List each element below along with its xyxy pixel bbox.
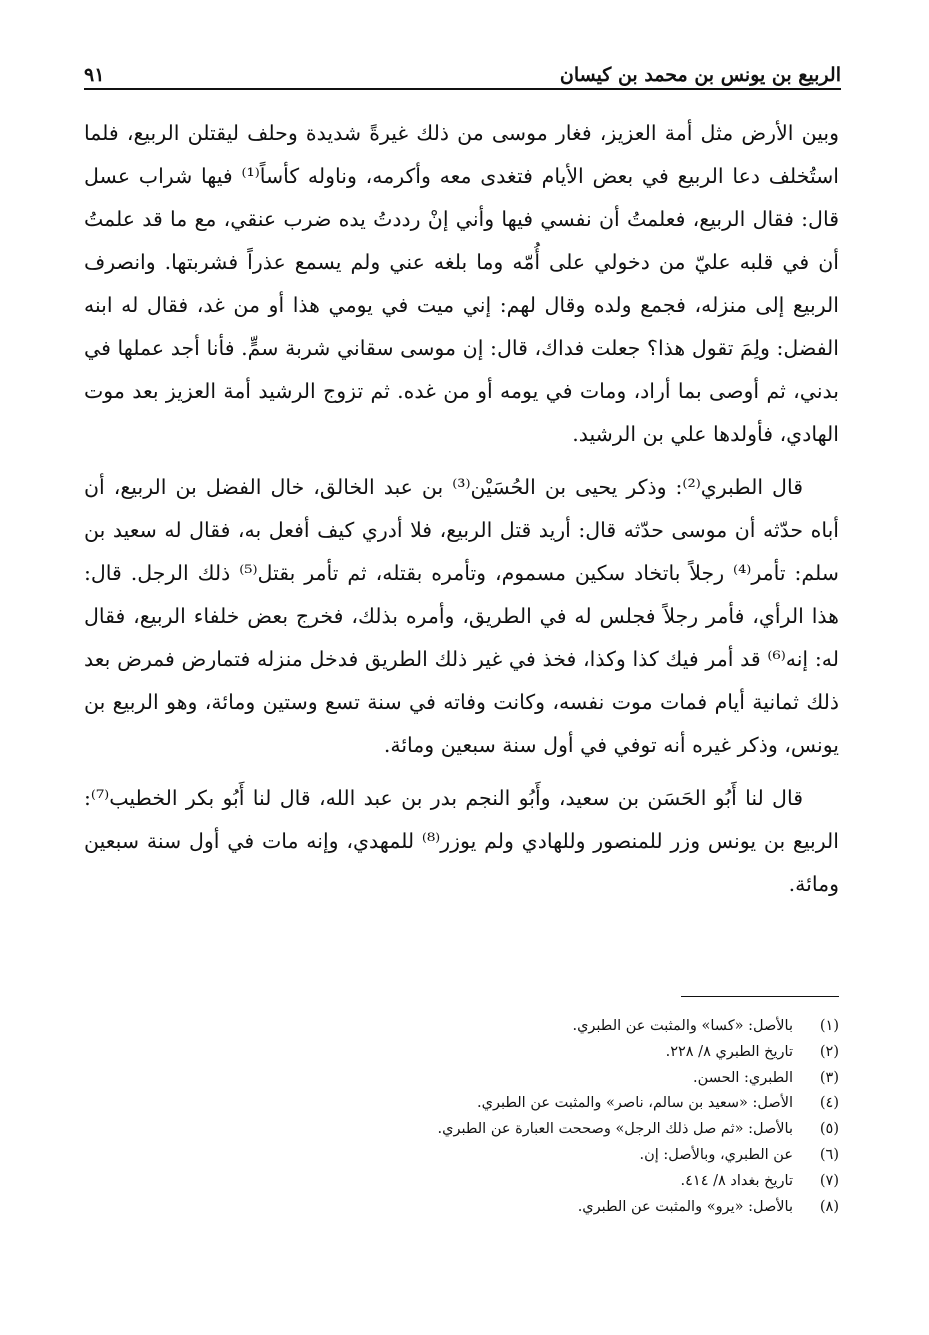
footnote-number: (٣): [819, 1069, 839, 1086]
footnote-text: بالأصل: «يرو» والمثبت عن الطبري.: [577, 1198, 793, 1215]
footnote-item: [84, 1014, 839, 1040]
footnote-number: (٢): [819, 1043, 839, 1060]
footnote-number: (٥): [819, 1121, 839, 1138]
footnote-item: [84, 1040, 839, 1066]
main-text: [84, 112, 839, 906]
paragraph-3: قال لنا أَبُو الحَسَن بن سعيد، وأَبُو النجم بدر بن عبد الله، قال لنا أَبُو بكر الخطيب⁽⁷⁾: الربيع بن يونس وزر للمنصور وللهادي ولم يوزر⁽⁸⁾ للمهدي، وإنه مات في أول سنة سبعين ومائة.: [84, 786, 839, 896]
footnote-number: (٧): [819, 1172, 839, 1189]
footnote-text: الطبري: الحسن.: [693, 1069, 793, 1086]
footnote-item: [84, 1066, 839, 1092]
running-title: الربيع بن يونس بن محمد بن كيسان: [559, 64, 841, 86]
footnote-item: [84, 1195, 839, 1221]
footnote-text: تاريخ الطبري ٨/ ٢٢٨.: [665, 1043, 793, 1060]
footnote-number: (٨): [819, 1198, 839, 1215]
page-number: ٩١: [84, 64, 105, 86]
footnote-text: بالأصل: «كسا» والمثبت عن الطبري.: [572, 1018, 793, 1034]
footnote-text: بالأصل: «ثم صل ذلك الرجل» وصححت العبارة عن الطبري.: [437, 1121, 793, 1138]
footnote-item: [84, 1091, 839, 1117]
footnotes-list: [84, 1014, 839, 1220]
paragraph-1: وبين الأرض مثل أمة العزيز، فغار موسى من ذلك غيرةً شديدة وحلف ليقتلن الربيع، فلما استُخلف دعا الربيع في بعض الأيام فتغدى معه وأكرمه، وناوله كأساً⁽¹⁾ فيها شراب عسل قال: فقال الربيع، فعلمتُ أن نفسي فيها وأني إنْ رددتُ يده ضرب عنقي، مع ما قد علمتُ أن في قلبه عليّ من دخولي على أُمّه وما بلغه عني ولم يسمع عذراً فشربتها. وانصرف الربيع إلى منزله، فجمع ولده وقال لهم: إني ميت في يومي هذا أو من غد، فقال له ابنه الفضل: ولِمَ تقول هذا؟ جعلت فداك، قال: إن موسى سقاني شربة سمٍّ. فأنا أجد عملها في بدني، ثم أوصى بما أراد، ومات في يومه أو من غده. ثم تزوج الرشيد أمة العزيز بعد موت الهادي، فأولدها علي بن الرشيد.: [84, 121, 839, 446]
header-divider: [84, 88, 841, 90]
footnote-text: عن الطبري، وبالأصل: إن.: [639, 1146, 793, 1163]
footnote-item: [84, 1143, 839, 1169]
footnote-item: [84, 1117, 839, 1143]
footnote-number: (٦): [819, 1146, 839, 1163]
footnote-number: (١): [819, 1018, 839, 1034]
footnote-item: [84, 1169, 839, 1195]
paragraph-2: قال الطبري⁽²⁾: وذكر يحيى بن الحُسَيْن⁽³⁾ بن عبد الخالق، خال الفضل بن الربيع، أن أباه حدّثه أن موسى حدّثه قال: أريد قتل الربيع، فلا أدري كيف أفعل به، فقال له سعيد بن سلم: تأمر⁽⁴⁾ رجلاً باتخاد سكين مسموم، وتأمره بقتله، ثم تأمر بقتل⁽⁵⁾ ذلك الرجل. قال: هذا الرأي، فأمر رجلاً فجلس له في الطريق، وأمره بذلك، فخرج بعض خلفاء الربيع، فقال له: إنه⁽⁶⁾ قد أمر فيك كذا وكذا، فخذ في غير ذلك الطريق فدخل منزله فتمارض فمرض بعد ذلك ثمانية أيام فمات موت نفسه، وكانت وفاته في سنة تسع وستين ومائة، وهو الربيع بن يونس، وذكر غيره أنه توفي في أول سنة سبعين ومائة.: [84, 475, 839, 757]
footnote-number: (٤): [819, 1095, 839, 1112]
footnote-text: الأصل: «سعيد بن سالم، ناصر» والمثبت عن الطبري.: [477, 1095, 793, 1112]
footnote-divider: [681, 996, 839, 997]
running-header: [84, 56, 841, 86]
footnote-text: تاريخ بغداد ٨/ ٤١٤.: [680, 1172, 793, 1189]
